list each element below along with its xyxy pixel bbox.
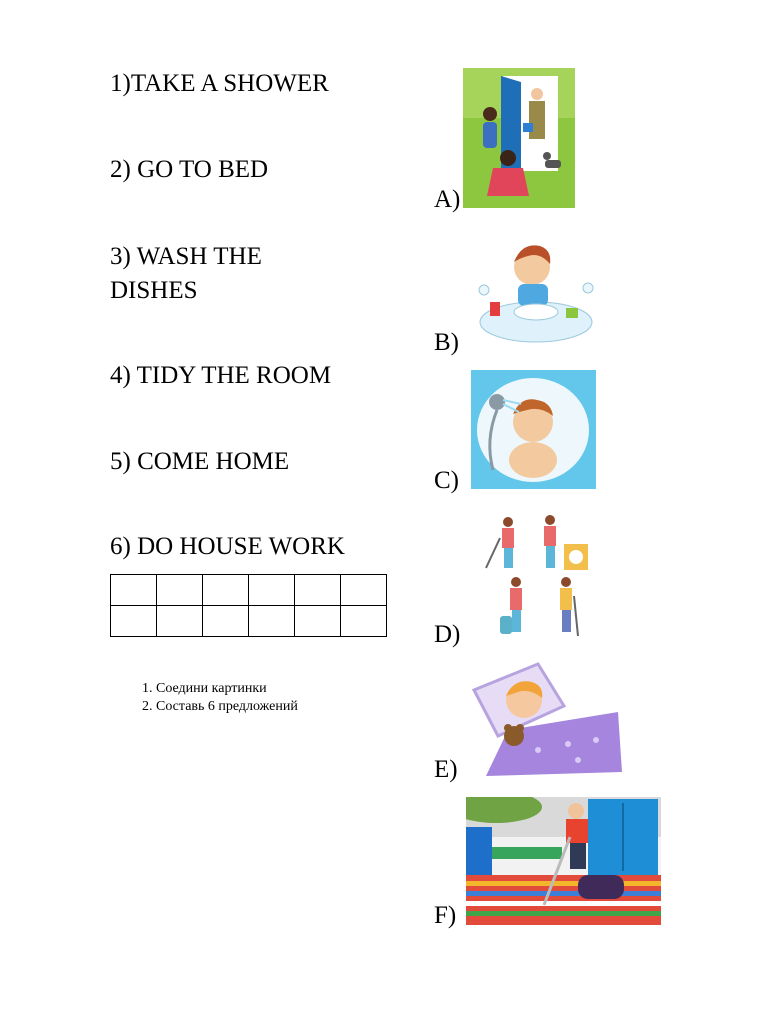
- phrase-come-home: 5) COME HOME: [110, 448, 290, 475]
- phrase-go-to-bed: 2) GO TO BED: [110, 156, 269, 183]
- answer-cell[interactable]: [157, 575, 203, 606]
- letter-b: B): [434, 329, 459, 356]
- letter-d: D): [434, 621, 461, 648]
- answer-cell[interactable]: [111, 606, 157, 637]
- phrase-do-house-work: 6) DO HOUSE WORK: [110, 533, 345, 560]
- task-item: 1. Соедини картинки: [156, 680, 298, 698]
- answer-cell[interactable]: [203, 606, 249, 637]
- letter-a: A): [434, 186, 461, 213]
- picture-b-washing-dishes: [470, 232, 602, 352]
- phrase-wash-the-dishes: 3) WASH THE DISHES: [110, 243, 262, 304]
- answer-cell[interactable]: [157, 606, 203, 637]
- answer-cell[interactable]: [111, 575, 157, 606]
- task-list: [110, 680, 298, 716]
- answer-cell[interactable]: [249, 575, 295, 606]
- picture-e-going-to-bed: [468, 660, 623, 778]
- picture-d-housework: [470, 508, 605, 643]
- answer-grid: [110, 574, 387, 637]
- picture-c-taking-shower: [471, 370, 596, 489]
- answer-cell[interactable]: [249, 606, 295, 637]
- answer-cell[interactable]: [341, 606, 387, 637]
- answer-cell[interactable]: [203, 575, 249, 606]
- picture-f-tidying-room: [466, 797, 661, 925]
- answer-cell[interactable]: [295, 575, 341, 606]
- letter-f: F): [434, 902, 457, 929]
- task-item: 2. Составь 6 предложений: [156, 698, 298, 716]
- picture-a-coming-home: [463, 68, 575, 208]
- letter-c: C): [434, 467, 459, 494]
- phrase-tidy-the-room: 4) TIDY THE ROOM: [110, 362, 332, 389]
- answer-cell[interactable]: [295, 606, 341, 637]
- answer-grid-row: [111, 575, 387, 606]
- answer-cell[interactable]: [341, 575, 387, 606]
- letter-e: E): [434, 756, 458, 783]
- answer-grid-row: [111, 606, 387, 637]
- phrase-take-a-shower: 1)TAKE A SHOWER: [110, 70, 329, 97]
